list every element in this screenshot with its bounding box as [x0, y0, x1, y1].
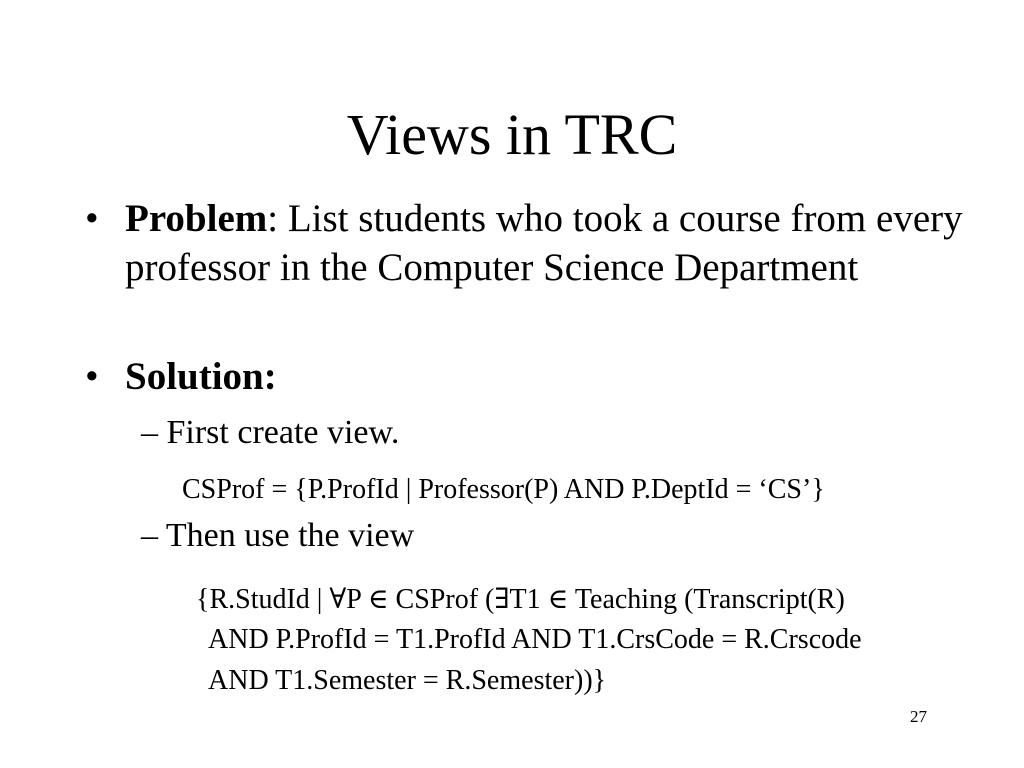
sub-item-use-view: – Then use the view — [141, 517, 415, 554]
bullet-dot: • — [85, 355, 99, 398]
bullet-dot: • — [85, 197, 99, 240]
sub-item-create-view: – First create view. — [141, 414, 400, 451]
solution-text-block — [125, 352, 1000, 401]
formula-query-line-3: AND T1.Semester = R.Semester))} — [208, 665, 607, 696]
problem-label: Problem — [125, 197, 268, 240]
slide-title: Views in TRC — [346, 102, 678, 167]
page-number: 27 — [910, 707, 927, 726]
problem-text: : List students who took a course from every professor in the Computer Science Department — [125, 197, 963, 289]
solution-label: Solution: — [125, 355, 277, 398]
formula-query-line-2: AND P.ProfId = T1.ProfId AND T1.CrsCode = R.Crscode — [208, 624, 862, 655]
formula-query-line-1: {R.StudId | ∀P ∈ CSProf (∃T1 ∈ Teaching (Transcript(R) — [196, 584, 845, 615]
formula-csprof-view: CSProf = {P.ProfId | Professor(P) AND P.DeptId = ‘CS’} — [182, 474, 825, 505]
problem-text-block — [125, 194, 1000, 292]
